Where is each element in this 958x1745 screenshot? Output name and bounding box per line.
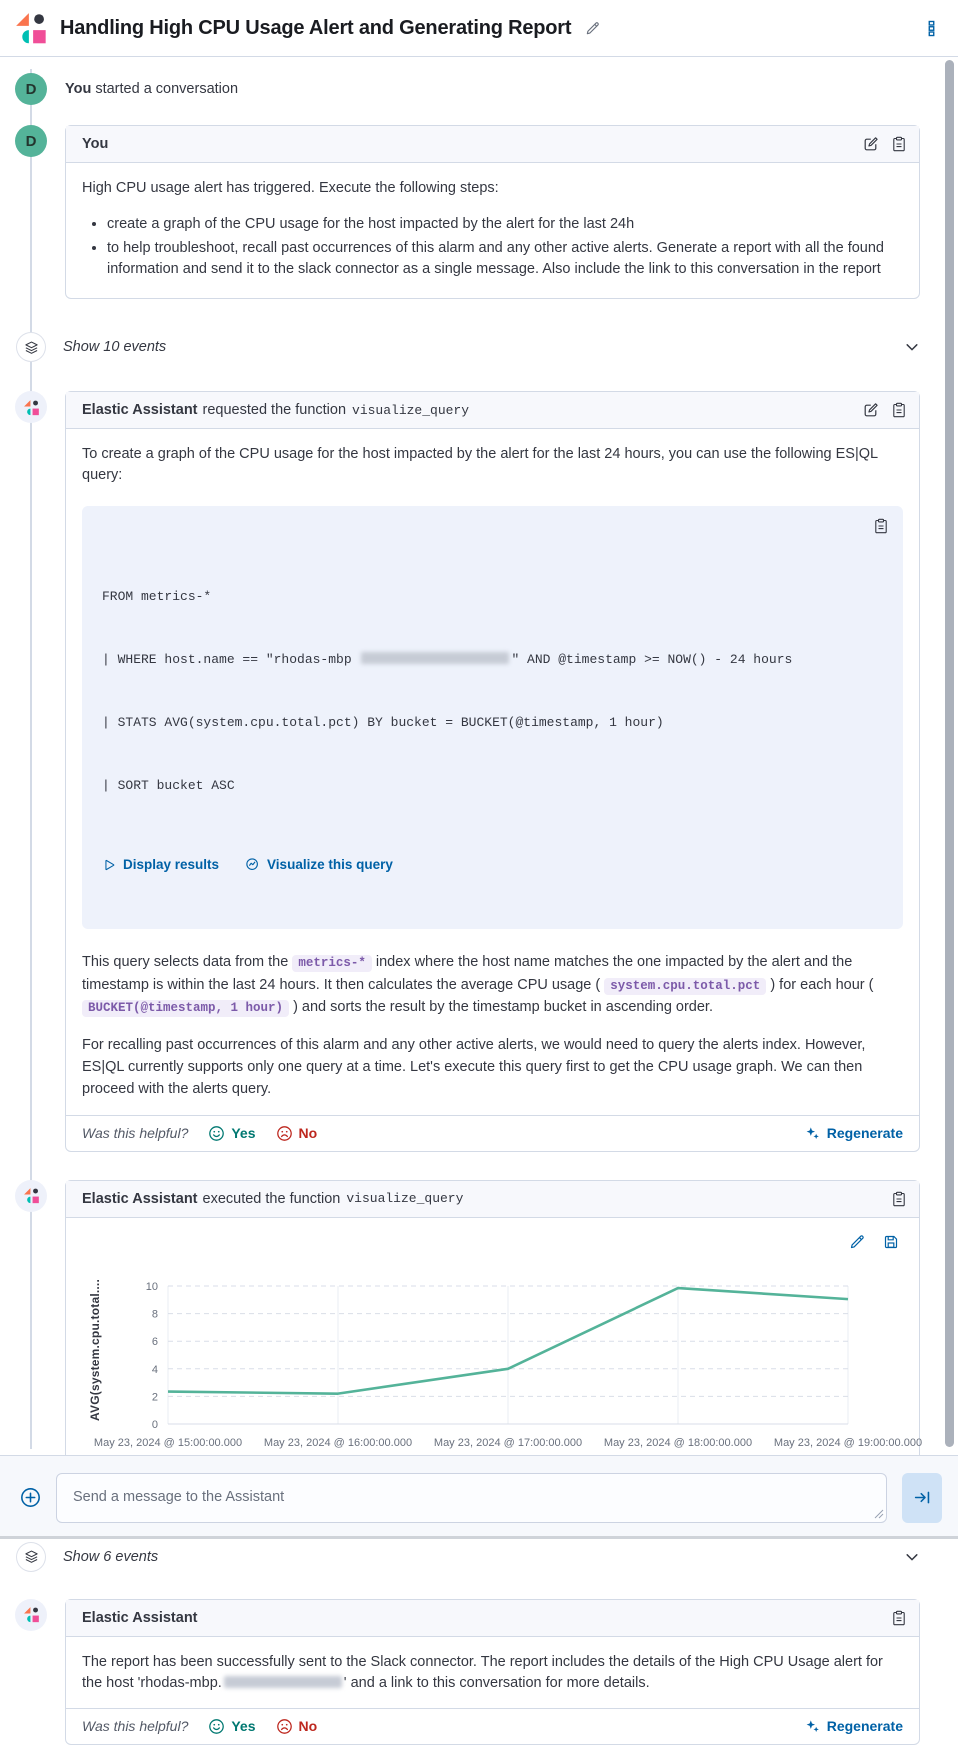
collapsed-events-row-2[interactable] [0,1543,958,1571]
regenerate-button[interactable]: Regenerate [805,1718,903,1734]
explanation-paragraph-1: This query selects data from the metrics-* index where the host name matches the one impacted by the alert and the timestamp is within the last 24 hours. It then calculates the average CPU usage ( system.cpu.total.pct ) for each hour ( BUCKET(@timestamp, 1 hour) ) and sorts the result by the timestamp bucket in ascending order. [82,954,874,1016]
elastic-logo-icon [23,1606,40,1623]
assistant-avatar [15,1599,47,1631]
feedback-no-button[interactable]: No [276,1125,318,1142]
sparkle-icon [805,1126,820,1141]
header [0,0,958,57]
redacted-hostname [224,1676,342,1688]
feedback-prompt: Was this helpful? [82,1718,189,1735]
collapsed-events-row-1[interactable] [0,333,958,361]
chevron-down-icon[interactable] [904,1549,920,1565]
request-intro: To create a graph of the CPU usage for the host impacted by the alert for the last 24 hours, you can use the following ES|QL query: [82,446,878,484]
code-line: FROM metrics-* [102,589,212,605]
svg-text:0: 0 [151,1418,158,1431]
esql-code-block [82,506,903,929]
copy-message-icon[interactable] [891,136,907,152]
svg-text:4: 4 [151,1363,158,1376]
elastic-logo-icon [23,399,40,416]
svg-text:10: 10 [145,1280,158,1293]
layers-icon [17,333,45,361]
message-composer [0,1455,958,1539]
user-message-bullets [90,214,903,280]
assistant-request-row [0,391,958,1152]
assistant-request-panel [65,391,920,1152]
started-text [65,81,920,97]
avatar [15,125,47,157]
regenerate-button[interactable]: Regenerate [805,1125,903,1141]
user-message-row [0,125,958,299]
frown-icon [276,1125,293,1142]
feedback-row [66,1115,919,1151]
copy-message-icon[interactable] [891,1610,907,1626]
user-message-panel [65,125,920,299]
bullet-item: • to help troubleshoot, recall past occurrences of this alarm and any other active alerts. Generate a report with all the found information and send it to the slack connector as a single message. Also include the link to this conversation in the report [107,238,903,280]
message-input[interactable] [56,1473,887,1523]
svg-text:6: 6 [151,1336,158,1349]
assistant-request-body [66,429,919,1115]
svg-text:May 23, 2024 @ 15:00:00.000: May 23, 2024 @ 15:00:00.000 [93,1436,243,1449]
feedback-no-button[interactable]: No [276,1718,318,1735]
edit-message-icon[interactable] [863,136,879,152]
cpu-usage-chart [82,1274,923,1456]
elastic-assistant-logo [14,11,48,45]
svg-text:May 23, 2024 @ 17:00:00.000: May 23, 2024 @ 17:00:00.000 [433,1436,583,1449]
redacted-hostname [361,652,509,664]
send-icon [914,1489,931,1506]
chevron-down-icon[interactable] [904,339,920,355]
user-message-intro: High CPU usage alert has triggered. Execute the following steps: [82,180,499,196]
smile-icon [208,1125,225,1142]
code-line: | STATS AVG(system.cpu.total.pct) BY bucket = BUCKET(@timestamp, 1 hour) [102,715,664,731]
function-name: visualize_query [346,1191,464,1207]
assistant-final-row [0,1599,958,1745]
function-name: visualize_query [352,402,470,418]
save-visualization-icon[interactable] [883,1234,899,1250]
visualize-query-button[interactable]: Visualize this query [245,854,393,875]
svg-text:May 23, 2024 @ 16:00:00.000: May 23, 2024 @ 16:00:00.000 [263,1436,413,1449]
code-line: | WHERE host.name == "rhodas-mbp " AND @timestamp >= NOW() - 24 hours [102,652,793,668]
avatar-initial: D [25,132,37,150]
add-attachment-icon[interactable] [20,1487,41,1508]
copy-message-icon[interactable] [891,402,907,418]
code-line: | SORT bucket ASC [102,778,235,794]
started-user: You [65,81,92,97]
events-label: Show 6 events [63,1548,159,1565]
message-action: executed the function [202,1190,341,1207]
conversation-timeline [0,57,958,1735]
frown-icon [276,1718,293,1735]
message-author: You [82,136,109,152]
display-results-button[interactable]: Display results [102,854,219,875]
code-actions [102,854,883,875]
inline-code: metrics-* [292,955,372,972]
edit-message-icon[interactable] [863,402,879,418]
assistant-final-panel [65,1599,920,1745]
play-icon [102,858,116,872]
feedback-row [66,1708,919,1744]
feedback-yes-button[interactable]: Yes [208,1125,255,1142]
bullet-item: • create a graph of the CPU usage for the host impacted by the alert for the last 24h [107,214,903,235]
message-author: Elastic Assistant [82,1190,198,1207]
inline-code: system.cpu.total.pct [604,978,766,995]
started-label: started a conversation [95,81,239,97]
feedback-yes-button[interactable]: Yes [208,1718,255,1735]
assistant-final-header [66,1600,919,1637]
chart-y-axis-label: AVG(system.cpu.total.... [88,1278,102,1421]
elastic-logo-icon [23,1187,40,1204]
final-message-text: The report has been successfully sent to the Slack connector. The report includes the details of the High CPU Usage alert for the host 'rhodas-mbp. ' and a link to this conversation for more details. [82,1653,883,1691]
lens-icon [245,857,260,872]
page-title: Handling High CPU Usage Alert and Generating Report [60,16,572,39]
send-button[interactable] [902,1473,942,1523]
assistant-avatar [15,391,47,423]
layers-icon [17,1543,45,1571]
window-bottom-edge [0,1536,958,1539]
edit-visualization-icon[interactable] [849,1234,865,1250]
smile-icon [208,1718,225,1735]
copy-code-icon[interactable] [873,518,889,541]
svg-text:May 23, 2024 @ 18:00:00.000: May 23, 2024 @ 18:00:00.000 [603,1436,753,1449]
events-label: Show 10 events [63,339,167,356]
user-message-body [66,163,919,298]
explanation-paragraph-2: For recalling past occurrences of this alarm and any other active alerts, we would need to query the alerts index. However, ES|QL currently supports only one query at a time. Let's execute this query first to get the CPU usage graph. We can then proceed with the alerts query. [82,1036,866,1098]
svg-text:May 23, 2024 @ 19:00:00.000: May 23, 2024 @ 19:00:00.000 [773,1436,923,1449]
avatar [15,73,47,105]
conversation-menu-icon[interactable] [923,20,940,37]
svg-text:2: 2 [151,1391,158,1404]
assistant-final-body [66,1637,919,1708]
svg-text:8: 8 [151,1308,158,1321]
message-author: Elastic Assistant [82,402,198,419]
sparkle-icon [805,1719,820,1734]
inline-code: BUCKET(@timestamp, 1 hour) [82,1000,289,1017]
conversation-started-row [0,73,958,105]
message-input-wrap [56,1473,887,1523]
message-author: Elastic Assistant [82,1609,198,1626]
copy-message-icon[interactable] [891,1191,907,1207]
user-message-header [66,126,919,163]
avatar-initial: D [25,80,37,98]
message-action: requested the function [202,402,347,419]
assistant-avatar [15,1180,47,1212]
edit-title-icon[interactable] [585,21,600,36]
feedback-prompt: Was this helpful? [82,1125,189,1142]
scrollbar-thumb[interactable] [945,60,954,1447]
chart-tools [82,1234,899,1250]
assistant-request-header [66,392,919,429]
assistant-executed-header [66,1181,919,1218]
